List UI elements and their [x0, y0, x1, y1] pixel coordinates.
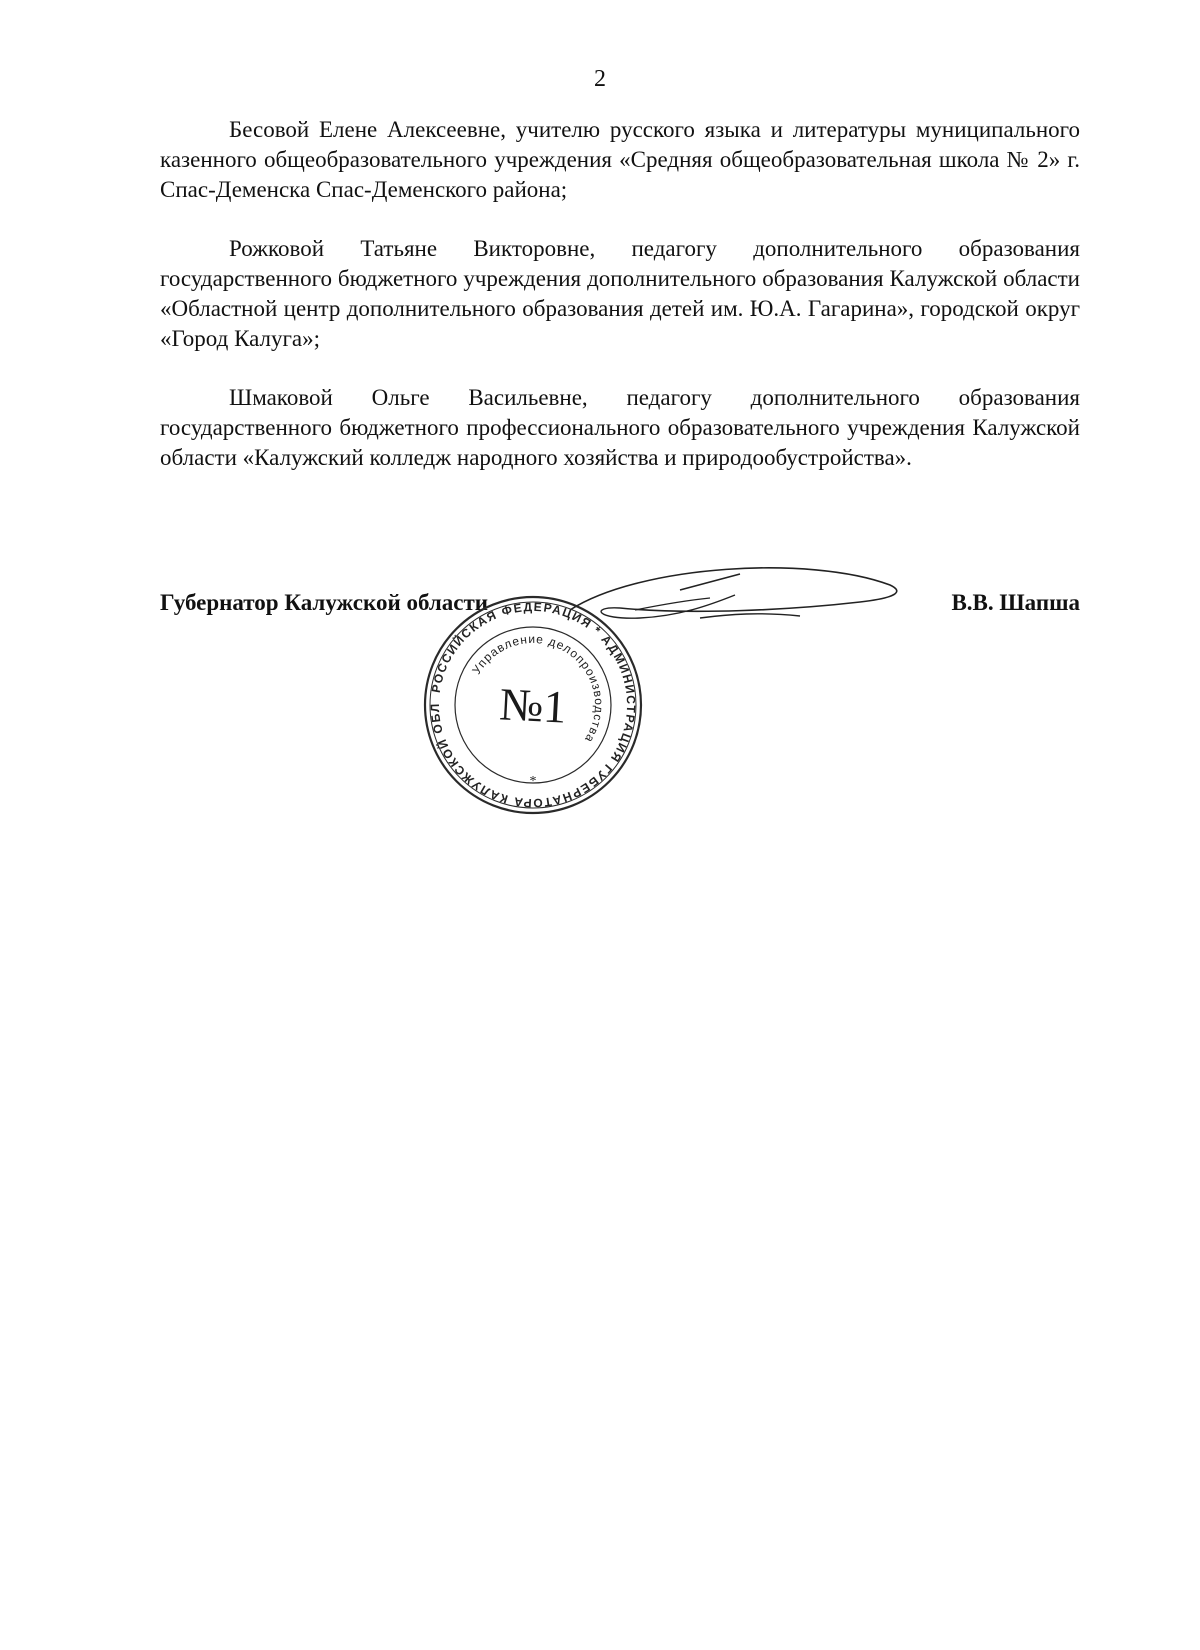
stamp-outer-text: РОССИЙСКАЯ ФЕДЕРАЦИЯ * АДМИНИСТРАЦИЯ ГУБЕРНАТОРА КАЛУЖСКОЙ ОБЛ [427, 599, 639, 811]
document-body [160, 115, 1080, 502]
paragraph-besova: Бесовой Елене Алексеевне, учителю русского языка и литературы муниципального казенного общеобразовательного учреждения «Средняя общеобразовательная школа № 2» г. Спас-Деменска Спас-Деменского района; [160, 117, 1080, 202]
official-stamp [423, 595, 643, 815]
page-number: 2 [594, 66, 606, 92]
paragraph-rozhkova: Рожковой Татьяне Викторовне, педагогу дополнительного образования государственного бюджетного учреждения дополнительного образования Калужской области «Областной центр дополнительного образования детей им. Ю.А. Гагарина», городской округ «Город Калуга»; [160, 236, 1080, 351]
stamp-inner-text: Управление делопроизводства [469, 631, 607, 746]
paragraph-shmakova: Шмаковой Ольге Васильевне, педагогу дополнительного образования государственного бюджетного профессионального образовательного учреждения Калужской области «Калужский колледж народного хозяйства и природообустройства». [160, 385, 1080, 470]
stamp-number: №1 [498, 677, 568, 733]
signatory-name: В.В. Шапша [951, 590, 1080, 615]
svg-text:*: * [529, 774, 537, 789]
signatory-position: Губернатор Калужской области [160, 590, 489, 615]
